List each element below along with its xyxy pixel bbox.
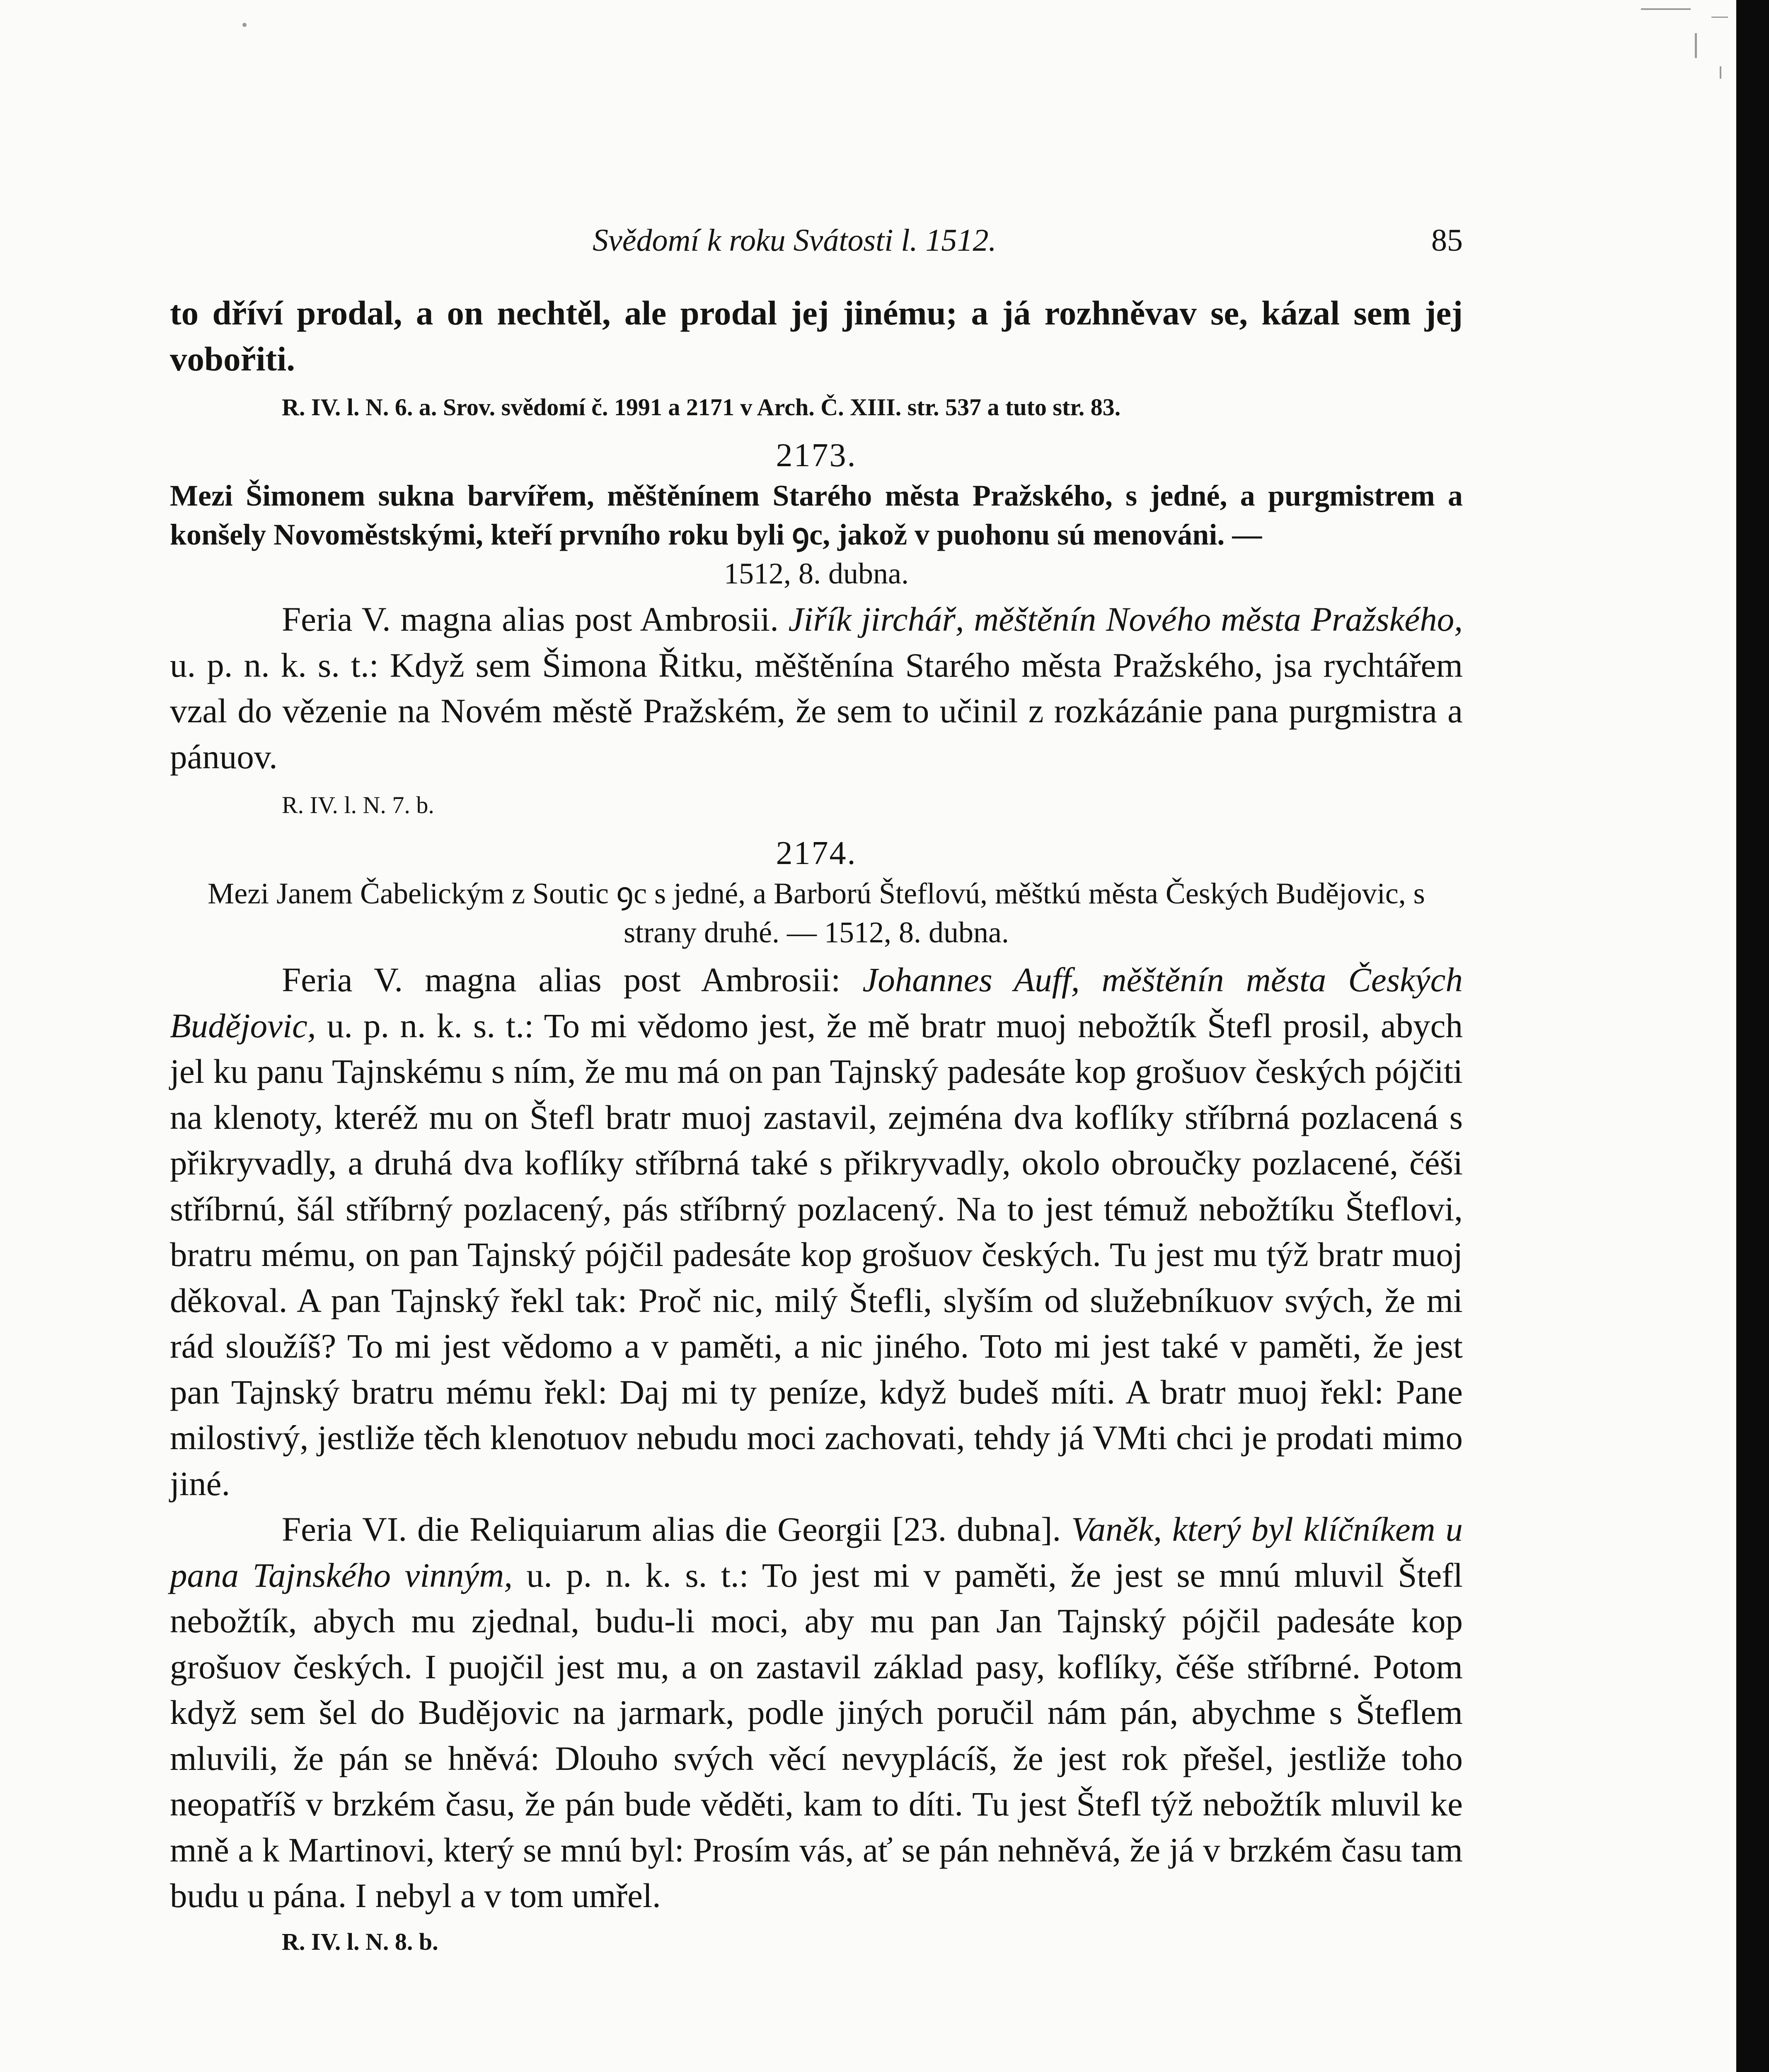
testimony-paragraph-2174-b — [170, 1506, 1463, 1919]
reference-note: R. IV. l. N. 6. a. Srov. svědomí č. 1991 a 2171 v Arch. Č. XIII. str. 537 a tuto str. 83. — [282, 394, 1121, 421]
testimony-text: To jest mi v paměti, že jest se mnú mluvil Štefl nebožtík, abych mu zjednal, budu-li moci, aby mu pan Jan Tajnský pójčil padesáte kop grošuov českých. I puojčil jest mu, a on zastavil základ pasy, koflíky, čéše stříbrné. Potom když sem šel do Budějovic na jarmark, podle jiných poručil nám pán, abychme s Šteflem mluvili, že pán se hněvá: Dlouho svých věcí nevyplácíš, že jest rok přešel, jestliže toho neopatříš v brzkém času, že pán bude věděti, kam to díti. Tu jest Štefl týž nebožtík mluvil ke mně a k Martinovi, který se mnú byl: Prosím vás, ať se pán nehněvá, že já v brzkém času tam budu u pána. I nebyl a v tom umřel. — [170, 1556, 1463, 1915]
session-date: Feria VI. die Reliquiarum alias die Georgii [23. dubna]. — [282, 1510, 1061, 1548]
running-title: Svědomí k roku Svátosti l. 1512. — [593, 223, 997, 258]
session-date: Feria V. magna alias post Ambrosii. — [282, 600, 779, 638]
scan-mark — [1695, 33, 1697, 58]
oath-formula: u. p. n. k. s. t.: — [327, 1006, 534, 1045]
running-header — [170, 220, 1463, 261]
scan-mark — [1641, 8, 1691, 10]
reference-note: R. IV. l. N. 7. b. — [282, 792, 434, 818]
testimony-paragraph-2174-a — [170, 957, 1463, 1506]
scan-mark — [1720, 66, 1721, 79]
entry-date-2173: 1512, 8. dubna. — [724, 557, 909, 590]
witness-name: Vaněk, který byl klíčníkem u pana Tajnského vinným, — [170, 1510, 1463, 1594]
testimony-text: To mi vědomo jest, že mě bratr muoj nebožtík Štefl prosil, abych jel ku panu Tajnskému s ním, že mu má on pan Tajnský padesáte kop grošuov českých pójčiti na klenoty, kteréž mu on Štefl bratr muoj zastavil, zejména dva koflíky stříbrná pozlacená s přikryvadly, a druhá dva koflíky stříbrná také s přikryvadly, okolo obroučky pozlacené, čéši stříbrnú, šál stříbrný pozlacený, pás stříbrný pozlacený. Na to jest témuž nebožtíku Šteflovi, bratru mému, on pan Tajnský pójčil padesáte kop grošuov českých. Tu jest mu týž bratr muoj děkoval. A pan Tajnský řekl tak: Proč nic, milý Štefli, slyším od služebníkuov svých, že mi rád sloužíš? To mi jest vědomo a v paměti, a nic jiného. Toto mi jest také v paměti, že jest pan Tajnský bratru mému řekl: Daj mi ty peníze, když budeš míti. A bratr muoj řekl: Pane milostivý, jestliže těch klenotuov nebudu moci zachovati, tehdy já VMti chci je prodati mimo jiné. — [170, 1006, 1463, 1503]
oath-formula: u. p. n. k. s. t.: — [170, 646, 379, 684]
reference-note: R. IV. l. N. 8. b. — [282, 1928, 438, 1955]
witness-name: Johannes Auff, měštěnín města Českých Budějovic, — [170, 961, 1463, 1045]
scan-mark — [1711, 17, 1728, 18]
page-body — [170, 290, 1463, 1969]
entry-summary-2173: Mezi Šimonem sukna barvířem, měštěnínem Starého města Pražského, s jedné, a purgmistrem a konšely Novoměstskými, kteří prvního roku byli ꝯc, jakož v puohonu sú menováni. — — [170, 479, 1463, 551]
entry-number-2173: 2173. — [776, 437, 857, 474]
page-number: 85 — [1431, 223, 1463, 258]
session-date: Feria V. magna alias post Ambrosii: — [282, 961, 841, 999]
continuation-paragraph: to dříví prodal, a on nechtěl, ale prodal jej jinému; a já rozhněvav se, kázal sem jej vobořiti. — [170, 294, 1463, 378]
entry-number-2174: 2174. — [776, 835, 857, 871]
page-edge — [1736, 0, 1769, 2072]
oath-formula: u. p. n. k. s. t.: — [526, 1556, 749, 1594]
entry-summary-2174: Mezi Janem Čabelickým z Soutic ꝯc s jedné, a Barború Šteflovú, měštkú města Českých Budějovic, s strany druhé. — 1512, 8. dubna. — [208, 877, 1425, 949]
witness-name: Jiřík jirchář, měštěnín Nového města Pražského, — [788, 600, 1463, 638]
testimony-paragraph-2173 — [170, 596, 1463, 779]
scan-mark — [242, 23, 247, 27]
testimony-text: Když sem Šimona Řitku, měštěnína Starého města Pražského, jsa rychtářem vzal do vězenie na Novém městě Pražském, že sem to učinil z rozkázánie pana purgmistra a pánuov. — [170, 646, 1463, 776]
